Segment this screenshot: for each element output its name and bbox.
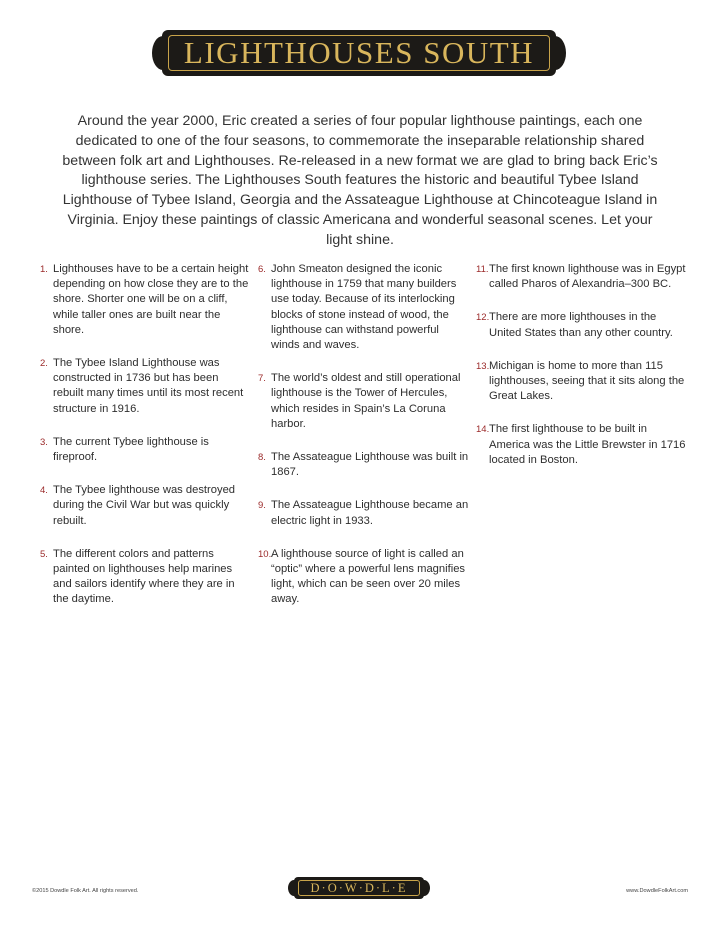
fact-item — [258, 371, 470, 432]
fact-item — [476, 422, 690, 468]
facts-column-3 — [476, 262, 690, 486]
fact-number: 4. — [40, 485, 48, 497]
fact-number: 7. — [258, 373, 266, 385]
fact-item — [40, 356, 250, 417]
fact-text: The world’s oldest and still operational lighthouse is the Tower of Hercules, which resides in Spain’s La Coruna harbor. — [271, 372, 461, 430]
fact-text: A lighthouse source of light is called an “optic” where a powerful lens magnifies light, which can be seen over 20 miles away. — [271, 547, 466, 606]
fact-number: 12. — [476, 312, 490, 324]
logo-wordmark: D·O·W·D·L·E — [310, 880, 408, 895]
fact-number: 14. — [476, 424, 490, 436]
facts-column-2 — [258, 262, 470, 626]
fact-text: There are more lighthouses in the United States than any other country. — [489, 311, 673, 339]
fact-number: 10. — [258, 548, 272, 560]
fact-number: 5. — [40, 548, 48, 560]
fact-item — [258, 262, 470, 353]
fact-text: The different colors and patterns painted on lighthouses help marines and sailors identify where they are in the daytime. — [53, 547, 235, 606]
intro-paragraph: Around the year 2000, Eric created a series of four popular lighthouse paintings, each one dedicated to one of the four seasons, to commemorate the inseparable relationship shared between folk art and Lighthouses. Re-released in a new format we are glad to bring back Eric’s lighthouse series. The Lighthouses South features the historic and beautiful Tybee Island Lighthouse of Tybee Island, Georgia and the Assateague Lighthouse at Chincoteague Island in Virginia. Enjoy these paintings of classic Americana and wonderful seasonal scenes. Let your light shine. — [62, 113, 658, 248]
fact-number: 2. — [40, 358, 48, 370]
fact-item — [40, 547, 250, 608]
fact-item — [40, 435, 250, 465]
fact-text: The Assateague Lighthouse was built in 1867. — [271, 451, 469, 479]
fact-item — [258, 498, 470, 528]
website-link[interactable]: www.DowdleFolkArt.com — [626, 888, 688, 894]
fact-text: The Tybee Island Lighthouse was constructed in 1736 but has been rebuilt many times until its most recent structure in 1916. — [53, 357, 244, 415]
fact-text: The first lighthouse to be built in America was the Little Brewster in 1716 located in Boston. — [489, 423, 686, 466]
facts-column-1 — [40, 262, 250, 626]
fact-item — [40, 262, 250, 338]
fact-number: 1. — [40, 264, 48, 275]
fact-item — [476, 310, 690, 340]
fact-text: Lighthouses have to be a certain height depending on how close they are to the shore. Shorter one will be on a cliff, while taller ones are built near the shore. — [53, 263, 249, 336]
fact-number: 11. — [476, 264, 489, 275]
page-title: LIGHTHOUSES SOUTH — [183, 35, 535, 70]
fact-number: 8. — [258, 452, 266, 464]
fact-text: Michigan is home to more than 115 lighthouses, seeing that it sits along the Great Lakes. — [489, 359, 685, 403]
fact-item — [476, 359, 690, 405]
fact-item — [40, 483, 250, 529]
fact-text: John Smeaton designed the iconic lighthouse in 1759 that many builders use today. Because of its interlocking blocks of stone instead of wood, the lighthouse can withstand powerful winds and waves. — [271, 263, 457, 352]
fact-text: The Tybee lighthouse was destroyed during the Civil War but was quickly rebuilt. — [53, 484, 236, 527]
fact-item — [476, 262, 690, 292]
fact-text: The Assateague Lighthouse became an electric light in 1933. — [271, 499, 469, 527]
fact-item — [258, 547, 470, 608]
title-banner — [152, 30, 566, 76]
fact-number: 13. — [476, 360, 490, 372]
copyright-notice: ©2015 Dowdle Folk Art. All rights reserved. — [32, 888, 139, 894]
fact-text: The first known lighthouse was in Egypt called Pharos of Alexandria–300 BC. — [489, 263, 686, 291]
fact-number: 9. — [258, 500, 266, 512]
fact-item — [258, 450, 470, 480]
dowdle-logo — [288, 877, 430, 899]
fact-number: 6. — [258, 264, 266, 275]
fact-number: 3. — [40, 436, 48, 448]
fact-text: The current Tybee lighthouse is fireproof. — [53, 435, 209, 464]
